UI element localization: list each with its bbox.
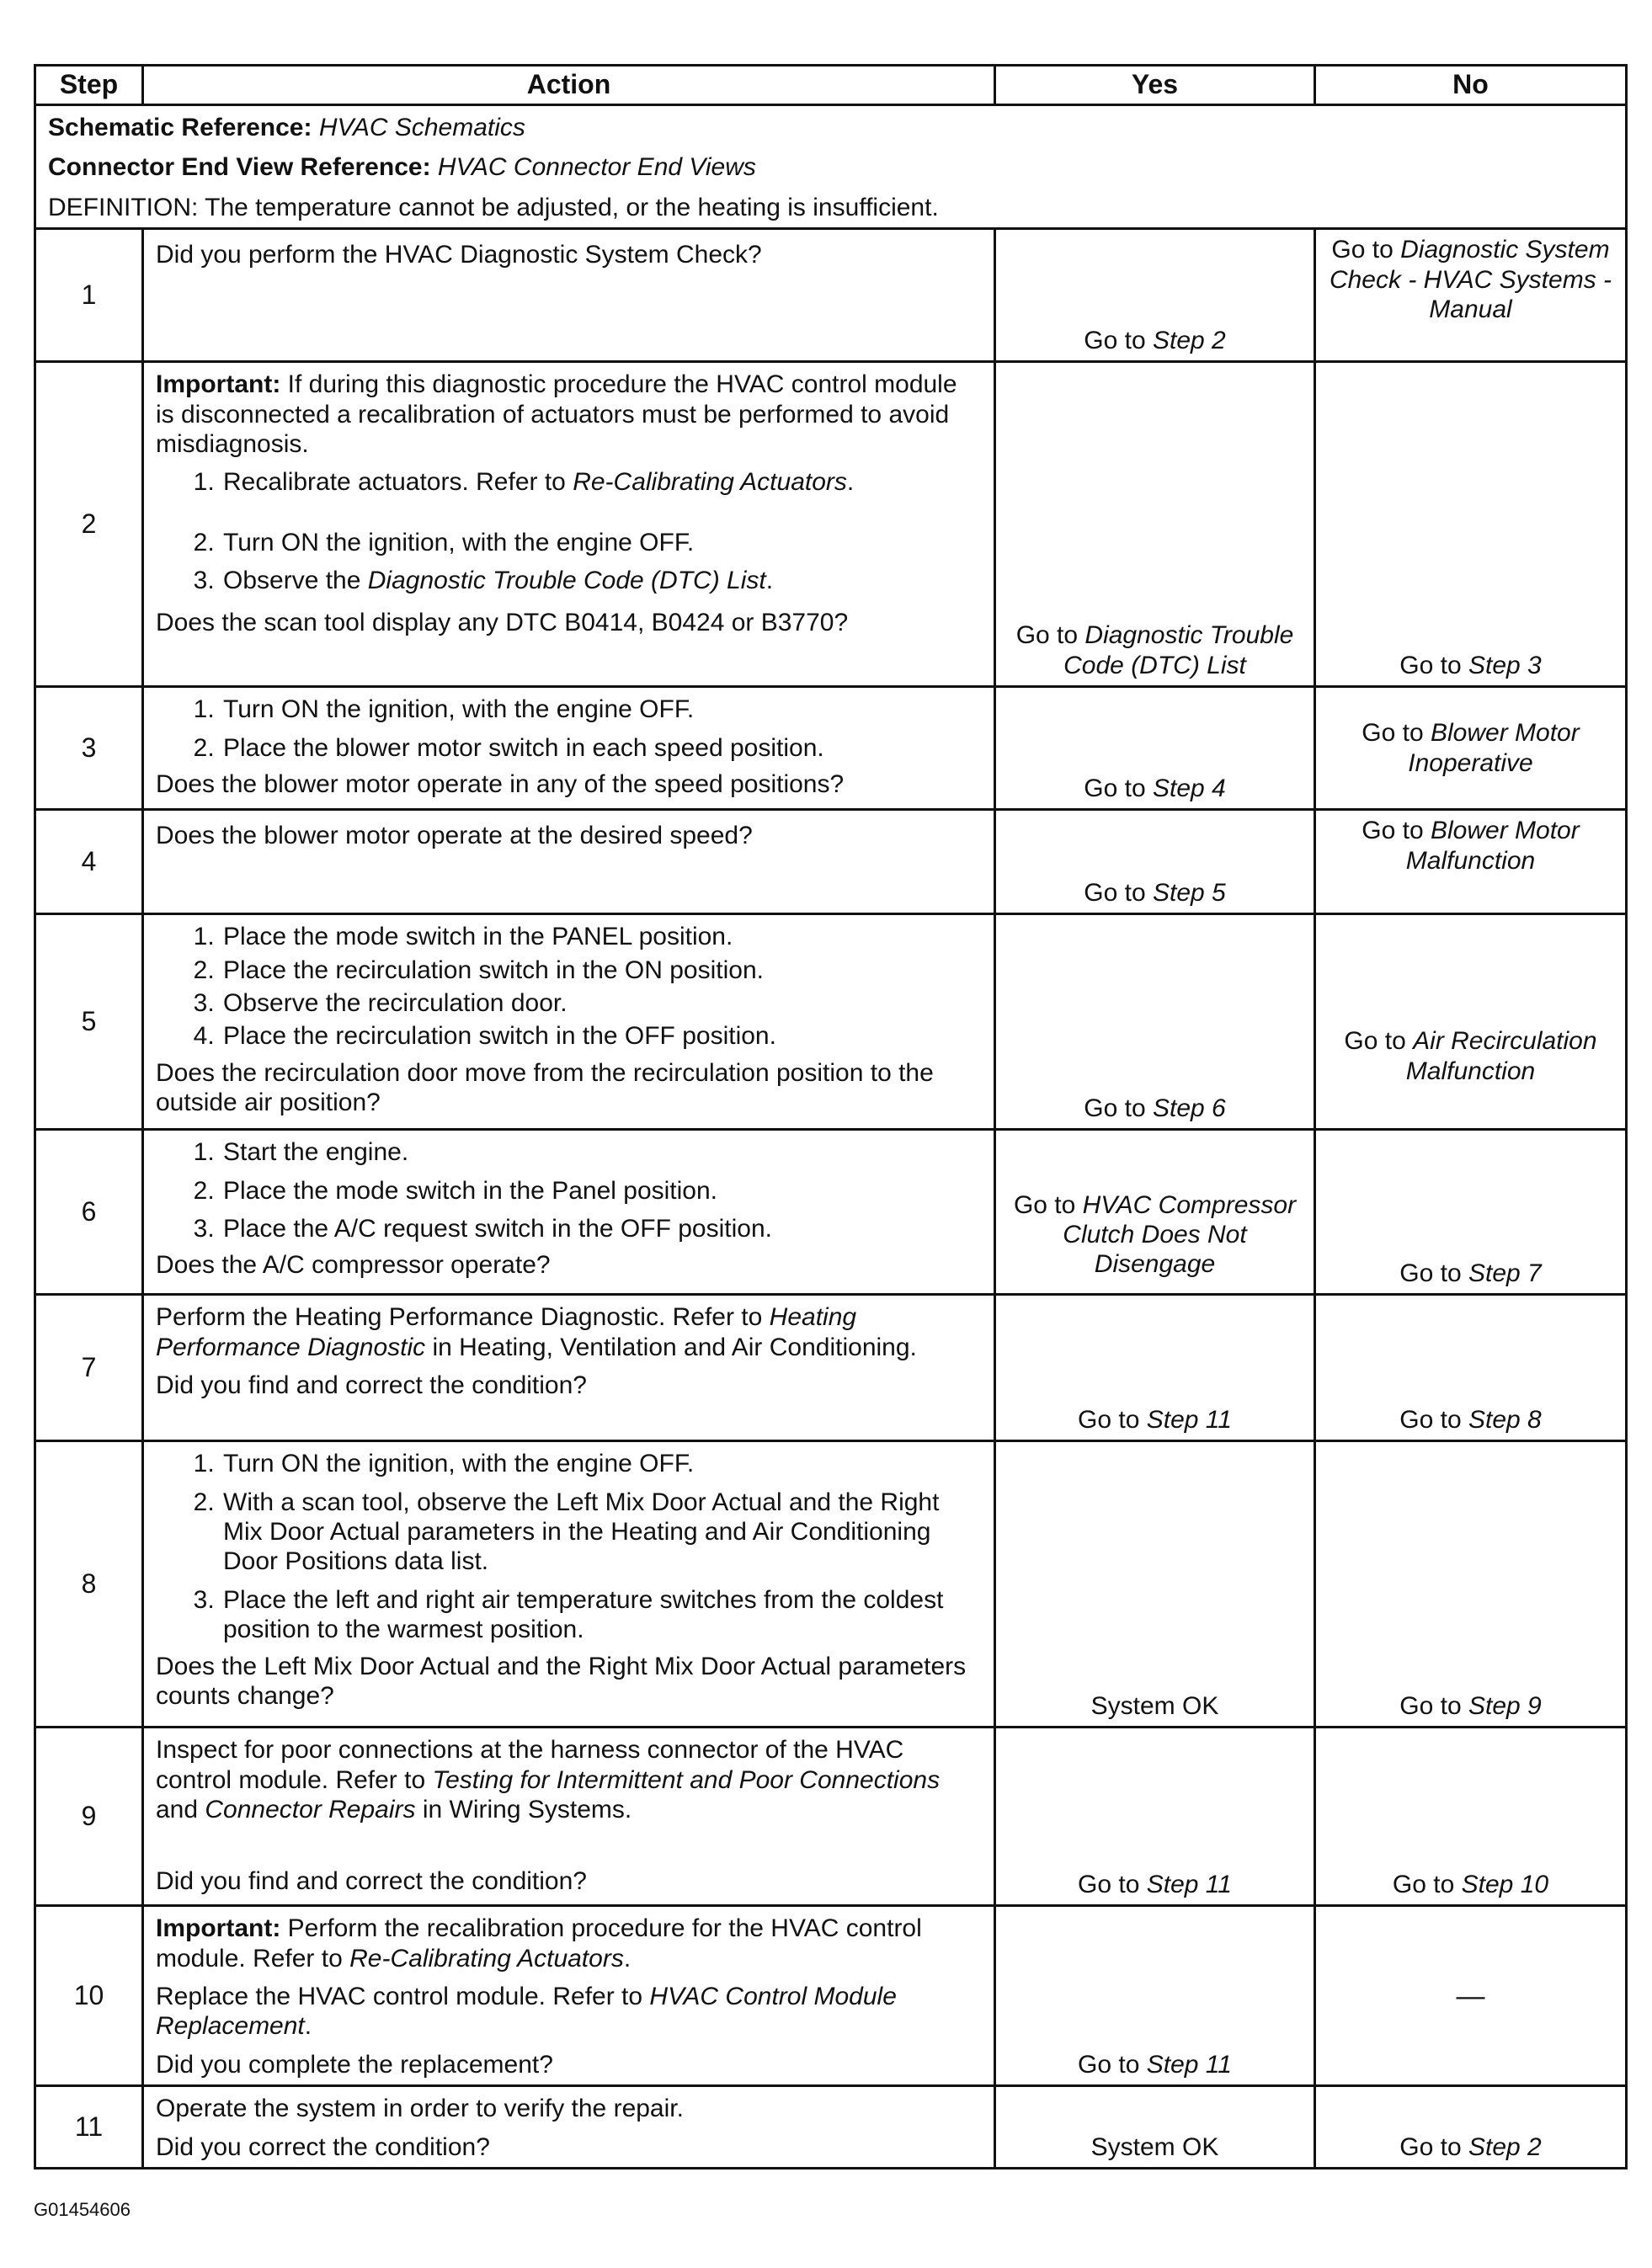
step-row-7 <box>35 1295 1627 1441</box>
no-cell <box>1315 229 1627 362</box>
no-text: Go to <box>1399 1259 1468 1287</box>
no-link[interactable]: Air Recirculation Malfunction <box>1405 1027 1597 1085</box>
no-cell <box>1315 914 1627 1130</box>
yes-text: Go to <box>1015 621 1085 650</box>
yes-link[interactable]: Step 11 <box>1146 1405 1232 1434</box>
header-row <box>35 66 1627 105</box>
list-item: 4. Place the recirculation switch in the OFF position. <box>221 1021 982 1051</box>
list-item-text: Recalibrate actuators. Refer to <box>223 468 573 497</box>
no-cell <box>1315 362 1627 687</box>
no-text: Go to <box>1331 236 1401 264</box>
step-instruction <box>156 1302 982 1362</box>
list-item-text: . <box>765 567 774 595</box>
step-question: Did you complete the replacement? <box>156 2050 553 2079</box>
step-instruction: Operate the system in order to verify the repair. <box>156 2095 684 2123</box>
yes-text: Go to <box>1078 1870 1147 1898</box>
important-note <box>156 370 982 459</box>
instruction-text: Inspect for poor connections at the harness connector of the HVAC control module. Refer to <box>156 1736 904 1794</box>
yes-link[interactable]: Step 2 <box>1152 326 1226 354</box>
step-question: Did you find and correct the condition? <box>156 1867 587 1896</box>
yes-cell: System OK <box>995 1441 1315 1728</box>
step-row-3 <box>35 687 1627 810</box>
yes-cell: System OK <box>995 2086 1315 2169</box>
no-text: Go to <box>1392 1870 1462 1898</box>
list-item-text: Observe the <box>223 567 368 595</box>
instruction-link[interactable]: Connector Repairs <box>205 1795 416 1823</box>
step-action <box>143 1441 995 1728</box>
header-step: Step <box>35 66 143 105</box>
step-number: 9 <box>35 1728 143 1906</box>
step-row-11 <box>35 2086 1627 2169</box>
no-cell <box>1315 1441 1627 1728</box>
connector-reference-link[interactable]: HVAC Connector End Views <box>437 153 756 182</box>
step-action <box>143 229 995 362</box>
important-note <box>156 1914 982 1973</box>
no-cell <box>1315 810 1627 914</box>
yes-link[interactable]: HVAC Compressor Clutch Does Not Disengage <box>1063 1190 1297 1279</box>
step-action <box>143 1728 995 1906</box>
yes-text: Go to <box>1084 326 1153 354</box>
step-action <box>143 914 995 1130</box>
instruction-text: and <box>156 1795 205 1823</box>
list-item: 1. Start the engine. <box>221 1137 982 1167</box>
step-question: Does the blower motor operate in any of the speed positions? <box>156 769 845 798</box>
yes-text: Go to <box>1078 1405 1147 1434</box>
list-item: 2. Place the blower motor switch in each speed position. <box>221 733 982 763</box>
step-action <box>143 362 995 687</box>
step-number: 6 <box>35 1130 143 1295</box>
schematic-reference-link[interactable]: HVAC Schematics <box>318 114 525 141</box>
yes-link[interactable]: Step 11 <box>1146 2050 1232 2079</box>
instruction-text: Replace the HVAC control module. Refer to <box>156 1982 650 2010</box>
important-label: Important: <box>156 370 281 399</box>
list-item: 1. Turn ON the ignition, with the engine OFF. <box>221 695 982 724</box>
step-instruction <box>156 1982 982 2042</box>
step-row-1 <box>35 229 1627 362</box>
step-question: Did you find and correct the condition? <box>156 1371 587 1399</box>
list-item: 1. Turn ON the ignition, with the engine OFF. <box>221 1449 982 1478</box>
step-number: 2 <box>35 362 143 687</box>
important-link[interactable]: Re-Calibrating Actuators <box>349 1944 624 1973</box>
no-text: Go to <box>1362 719 1431 748</box>
important-label: Important: <box>156 1914 281 1943</box>
no-text: Go to <box>1399 2132 1468 2161</box>
yes-link[interactable]: Step 11 <box>1146 1870 1232 1898</box>
step-number: 5 <box>35 914 143 1130</box>
step-number: 10 <box>35 1906 143 2086</box>
important-text: Perform the recalibration procedure for the HVAC control module. Refer to <box>156 1914 922 1973</box>
no-cell <box>1315 1728 1627 1906</box>
step-number: 8 <box>35 1441 143 1728</box>
reference-cell <box>35 105 1627 229</box>
no-text: Go to <box>1399 1691 1468 1720</box>
instruction-text: in Wiring Systems. <box>415 1795 632 1823</box>
connector-reference <box>48 152 1613 182</box>
step-number: 4 <box>35 810 143 914</box>
figure-id: G01454606 <box>34 2199 131 2220</box>
instruction-text: in Heating, Ventilation and Air Conditioning. <box>425 1333 917 1361</box>
instruction-text: . <box>304 2012 312 2041</box>
list-item: 1. Place the mode switch in the PANEL position. <box>221 922 982 951</box>
step-row-4 <box>35 810 1627 914</box>
no-link[interactable]: Diagnostic System Check - HVAC Systems - Manual <box>1329 236 1612 323</box>
step-row-8 <box>35 1441 1627 1728</box>
instruction-link[interactable]: Heating Performance Diagnostic <box>156 1303 857 1361</box>
step-action <box>143 1295 995 1441</box>
step-list <box>156 467 982 595</box>
yes-cell <box>995 914 1315 1130</box>
header-action: Action <box>143 66 995 105</box>
yes-text: Go to <box>1078 2050 1147 2079</box>
list-item: 3. Place the A/C request switch in the OFF position. <box>221 1214 982 1243</box>
step-number: 1 <box>35 229 143 362</box>
no-link[interactable]: Step 8 <box>1468 1405 1542 1434</box>
no-cell <box>1315 2086 1627 2169</box>
no-link[interactable]: Blower Motor Malfunction <box>1405 817 1580 875</box>
yes-cell <box>995 229 1315 362</box>
list-item: 2. Place the mode switch in the Panel position. <box>221 1176 982 1206</box>
step-action <box>143 810 995 914</box>
no-link[interactable]: Blower Motor Inoperative <box>1408 719 1580 777</box>
list-item-text: . <box>846 468 855 497</box>
step-question: Does the scan tool display any DTC B0414, B0424 or B3770? <box>156 608 849 636</box>
list-item-link[interactable]: Re-Calibrating Actuators <box>573 468 847 497</box>
step-list <box>156 922 982 1051</box>
yes-link[interactable]: Diagnostic Trouble Code (DTC) List <box>1063 621 1294 679</box>
list-item: 2. Place the recirculation switch in the ON position. <box>221 956 982 985</box>
yes-cell <box>995 1130 1315 1295</box>
step-instruction <box>156 1735 982 1824</box>
list-item <box>221 566 982 595</box>
list-item-link[interactable]: Diagnostic Trouble Code (DTC) List <box>367 567 766 595</box>
instruction-link[interactable]: Testing for Intermittent and Poor Connections <box>432 1765 941 1794</box>
step-row-10 <box>35 1906 1627 2086</box>
yes-link[interactable]: Step 5 <box>1152 878 1226 907</box>
no-cell: — <box>1315 1906 1627 2086</box>
header-yes: Yes <box>995 66 1315 105</box>
list-item: 2. With a scan tool, observe the Left Mix Door Actual and the Right Mix Door Actual parameters in the Heating and Air Conditioning Door Positions data list. <box>221 1488 982 1577</box>
instruction-link[interactable]: HVAC Control Module Replacement <box>156 1982 897 2041</box>
step-action <box>143 1906 995 2086</box>
no-link[interactable]: Step 10 <box>1461 1870 1549 1898</box>
yes-text: Go to <box>1084 878 1153 907</box>
list-item <box>221 467 982 519</box>
step-question: Does the recirculation door move from the recirculation position to the outside air position? <box>156 1058 934 1117</box>
list-item: 2. Turn ON the ignition, with the engine OFF. <box>221 528 982 557</box>
connector-reference-label: Connector End View Reference: <box>48 153 431 182</box>
no-text: Go to <box>1344 1027 1414 1056</box>
step-row-2 <box>35 362 1627 687</box>
step-question: Does the Left Mix Door Actual and the Right Mix Door Actual parameters counts change? <box>156 1652 967 1710</box>
no-link[interactable]: Step 9 <box>1468 1691 1542 1720</box>
step-row-5 <box>35 914 1627 1130</box>
step-action <box>143 1130 995 1295</box>
instruction-text: Perform the Heating Performance Diagnostic. Refer to <box>156 1303 770 1332</box>
no-text: Go to <box>1399 651 1468 679</box>
no-link[interactable]: Step 3 <box>1468 651 1542 679</box>
diagnostic-sheet <box>34 64 1625 2170</box>
no-cell <box>1315 687 1627 810</box>
yes-link[interactable]: Step 6 <box>1152 1094 1226 1122</box>
step-list <box>156 695 982 763</box>
definition: DEFINITION: The temperature cannot be adjusted, or the heating is insufficient. <box>48 193 939 221</box>
header-no: No <box>1315 66 1627 105</box>
step-row-9 <box>35 1728 1627 1906</box>
yes-cell <box>995 1295 1315 1441</box>
diagnostic-table <box>34 64 1628 2170</box>
yes-text: Go to <box>1084 1094 1153 1122</box>
step-list <box>156 1449 982 1644</box>
schematic-reference-label: Schematic Reference: <box>48 114 312 141</box>
no-link[interactable]: Step 7 <box>1468 1259 1542 1287</box>
yes-text: Go to <box>1084 774 1153 802</box>
important-text: If during this diagnostic procedure the HVAC control module is disconnected a recalibration of actuators must be performed to avoid misdiagnosis. <box>156 370 957 458</box>
no-cell <box>1315 1295 1627 1441</box>
step-number: 11 <box>35 2086 143 2169</box>
yes-cell <box>995 810 1315 914</box>
yes-cell <box>995 1906 1315 2086</box>
step-question: Did you perform the HVAC Diagnostic System Check? <box>156 241 762 269</box>
step-question: Did you correct the condition? <box>156 2132 490 2161</box>
no-cell <box>1315 1130 1627 1295</box>
step-number: 7 <box>35 1295 143 1441</box>
no-link[interactable]: Step 2 <box>1468 2132 1542 2161</box>
list-item: 3. Observe the recirculation door. <box>221 988 982 1018</box>
no-text: Go to <box>1362 817 1431 845</box>
schematic-reference <box>48 113 1613 142</box>
step-row-6 <box>35 1130 1627 1295</box>
reference-row <box>35 105 1627 229</box>
yes-link[interactable]: Step 4 <box>1152 774 1226 802</box>
no-text: Go to <box>1399 1405 1468 1434</box>
yes-cell <box>995 1728 1315 1906</box>
important-text: . <box>623 1944 631 1973</box>
step-question: Does the A/C compressor operate? <box>156 1251 551 1280</box>
step-question: Does the blower motor operate at the desired speed? <box>156 822 753 850</box>
yes-cell <box>995 687 1315 810</box>
list-item: 3. Place the left and right air temperature switches from the coldest position to the warmest position. <box>221 1585 982 1645</box>
yes-text: Go to <box>1013 1190 1083 1219</box>
yes-cell <box>995 362 1315 687</box>
step-list <box>156 1137 982 1243</box>
step-action <box>143 687 995 810</box>
step-number: 3 <box>35 687 143 810</box>
step-action <box>143 2086 995 2169</box>
